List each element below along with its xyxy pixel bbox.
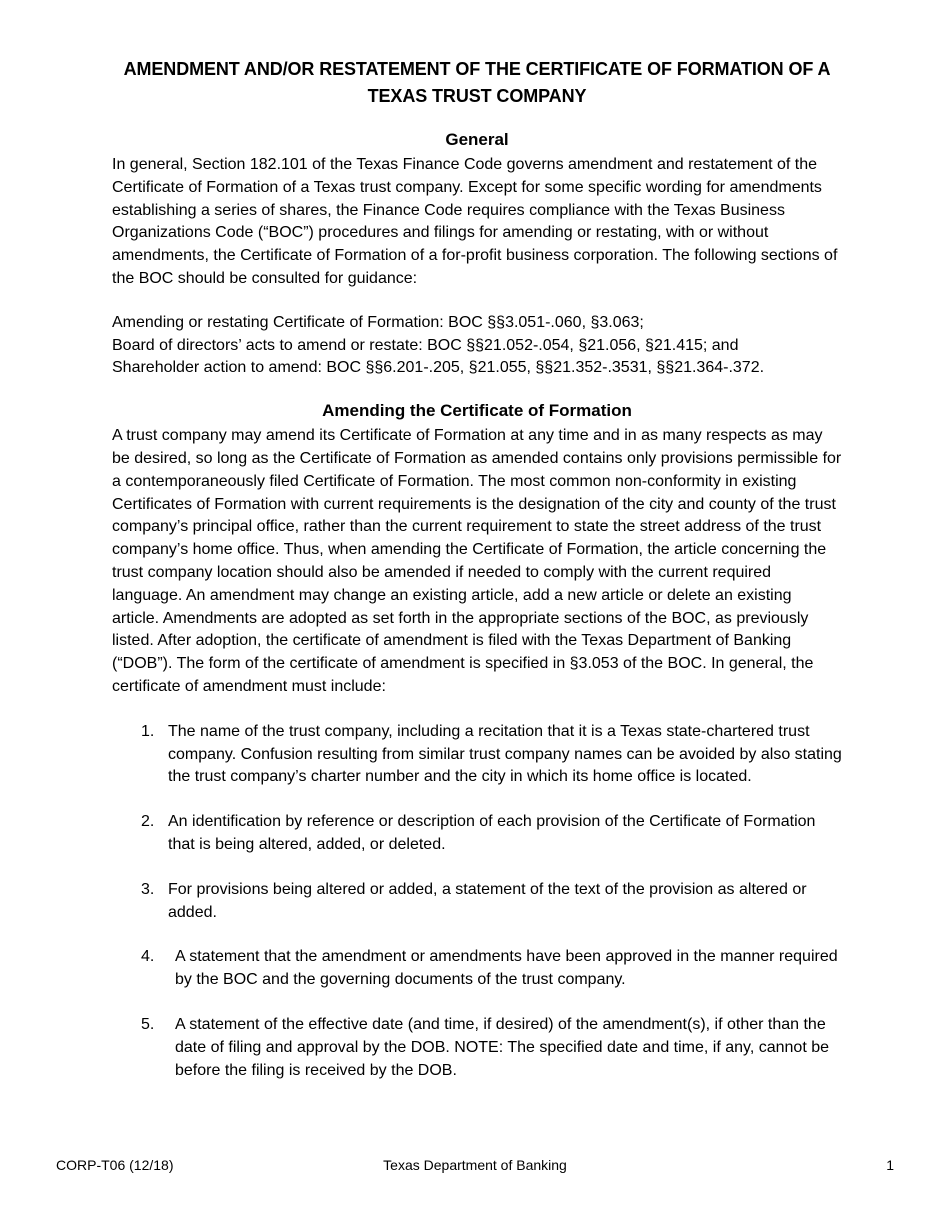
general-paragraph: In general, Section 182.101 of the Texas Finance Code governs amendment and restatement of the Certificate of Formation of a Texas trust company. Except for some specific wording for amendments establishing a series of shares, the Finance Code requires compliance with the Texas Business Organizations Code (“BOC”) procedures and filings for amending or restating, with or without amendments, the Certificate of Formation of a for-profit business corporation. The following sections of the BOC should be consulted for guidance:: [112, 156, 838, 287]
requirements-list: [112, 721, 842, 1083]
document-body: [112, 56, 842, 1104]
requirement-number: 5.: [141, 1015, 155, 1033]
page-footer: [56, 1155, 894, 1175]
boc-reference-item: Amending or restating Certificate of Formation: BOC §§3.051-.060, §3.063;: [112, 313, 644, 331]
requirement-number: 1.: [141, 722, 155, 740]
requirement-item: [112, 811, 842, 857]
requirement-text: The name of the trust company, including a recitation that it is a Texas state-chartered trust company. Confusion resulting from similar trust company names can be avoided by also stating the trust company’s charter number and the city in which its home office is located.: [168, 722, 842, 786]
section-heading-general: General: [445, 130, 509, 149]
requirement-text: An identification by reference or description of each provision of the Certificate of Formation that is being altered, added, or deleted.: [168, 813, 816, 853]
requirement-text: A statement of the effective date (and time, if desired) of the amendment(s), if other than the date of filing and approval by the DOB. NOTE: The specified date and time, if any, cannot be before the filing is received by the DOB.: [175, 1015, 830, 1079]
boc-reference-item: Board of directors’ acts to amend or restate: BOC §§21.052-.054, §21.056, §21.415; and: [112, 336, 739, 354]
footer-page-number: 1: [886, 1157, 894, 1173]
boc-reference-list: [112, 312, 842, 380]
requirement-text: A statement that the amendment or amendments have been approved in the manner required by the BOC and the governing documents of the trust company.: [175, 948, 838, 989]
section-heading-amending: Amending the Certificate of Formation: [322, 401, 632, 421]
requirement-number: 4.: [141, 948, 155, 966]
requirement-item: [112, 721, 842, 789]
requirement-item: [112, 946, 842, 992]
footer-form-id: CORP-T06 (12/18): [56, 1157, 174, 1173]
requirement-item: [112, 1014, 842, 1082]
boc-reference-item: Shareholder action to amend: BOC §§6.201-.205, §21.055, §§21.352-.3531, §§21.364-.372.: [112, 359, 765, 377]
amending-paragraph: A trust company may amend its Certificate of Formation at any time and in as many respects as may be desired, so long as the Certificate of Formation as amended contains only provisions permissible for a contemporaneously filed Certificate of Formation. The most common non-conformity in existing Certificates of Formation with current requirements is the designation of the city and county of the trust company’s principal office, rather than the current requirement to state the street address of the trust company’s home office. Thus, when amending the Certificate of Formation, the article concerning the trust company location should also be amended if needed to comply with the current required language. An amendment may change an existing article, add a new article or delete an existing article. Amendments are adopted as set forth in the appropriate sections of the BOC, as previously listed. After adoption, the certificate of amendment is filed with the Texas Department of Banking (“DOB”). The form of the certificate of amendment is specified in §3.053 of the BOC. In general, the certificate of amendment must include:: [112, 427, 842, 695]
document-title: AMENDMENT AND/OR RESTATEMENT OF THE CERTIFICATE OF FORMATION OF A TEXAS TRUST COMPANY: [123, 59, 831, 106]
footer-agency: Texas Department of Banking: [383, 1157, 567, 1173]
requirement-item: [112, 879, 842, 925]
requirement-text: For provisions being altered or added, a statement of the text of the provision as altered or added.: [168, 880, 807, 921]
requirement-number: 3.: [141, 880, 155, 898]
requirement-number: 2.: [141, 813, 155, 831]
